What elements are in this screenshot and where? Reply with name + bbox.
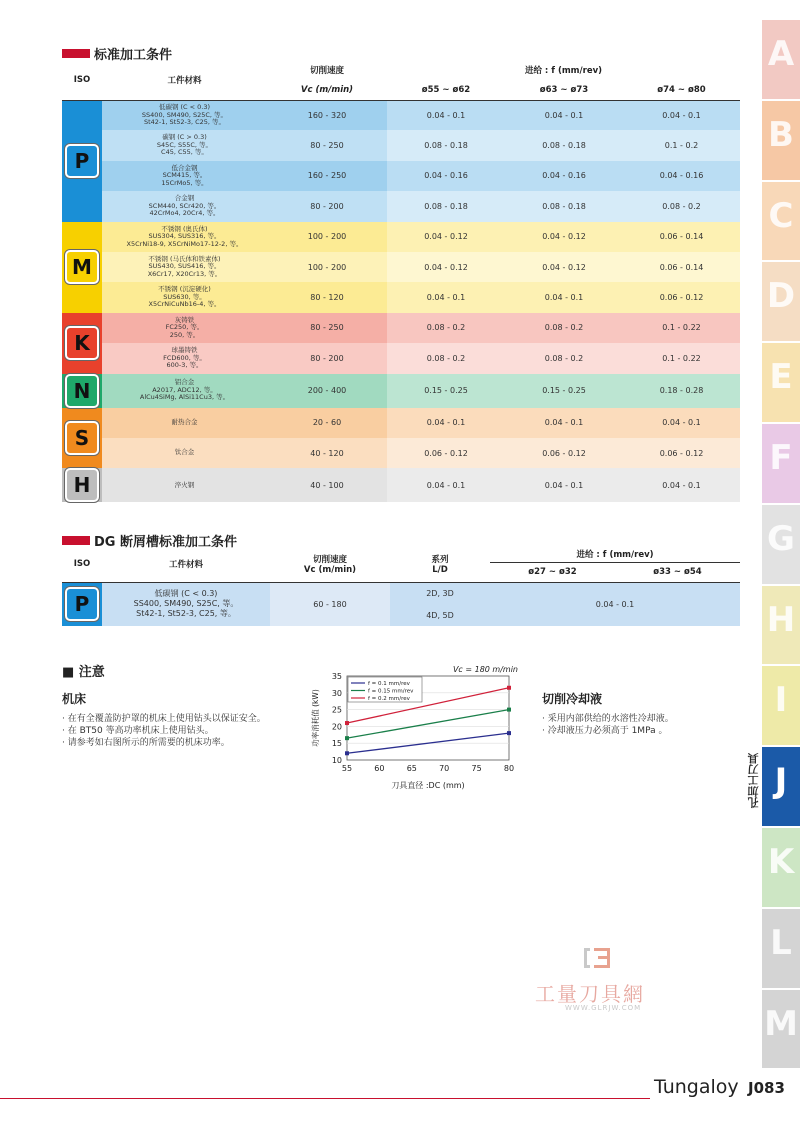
tab-letter: A — [767, 34, 795, 74]
data-point — [507, 686, 511, 690]
footer-brand: Tungaloy — [654, 1076, 739, 1098]
table-row — [62, 374, 740, 408]
section2-title: DG 断屑槽标准加工条件 — [62, 531, 237, 550]
machine-notes — [62, 713, 266, 749]
data-point — [345, 751, 349, 755]
machine-note-item: · 在 BT50 等高功率机床上使用钻头。 — [62, 726, 214, 736]
speed-cell: 80 - 120 — [267, 282, 387, 312]
y-tick-label: 20 — [331, 722, 342, 732]
iso-badge-n: N — [65, 374, 99, 408]
y-tick-label: 25 — [331, 705, 342, 715]
speed-cell: 100 - 200 — [267, 252, 387, 282]
data-point — [345, 736, 349, 740]
y-tick-label: 35 — [331, 672, 342, 681]
iso-badge-p: P — [65, 144, 99, 178]
material-cell: 铝合金 A2017, ADC12, 等。 AlCu4SiMg, AlSi11Cu3, 等。 — [102, 374, 267, 408]
dg-feed-header: 进给 : f (mm/rev) — [490, 546, 740, 562]
material-cell: 淬火钢 — [102, 468, 267, 502]
feed-cell: 0.08 - 0.18 — [505, 191, 623, 221]
feed-cell: 0.18 - 0.28 — [623, 374, 740, 408]
tab-label: 内孔刀杆 — [749, 268, 762, 313]
x-tick-label: 70 — [439, 764, 450, 773]
feed-cell: 0.04 - 0.1 — [505, 468, 623, 502]
notes-heading: ■ 注意 — [62, 665, 105, 680]
speed-cell: 200 - 400 — [267, 374, 387, 408]
coolant-title: 切削冷却液 — [542, 692, 603, 706]
feed-cell: 0.08 - 0.18 — [505, 130, 623, 160]
iso-badge-h: H — [65, 468, 99, 502]
speed-cell: 80 - 200 — [267, 191, 387, 221]
material-cell: 碳钢 (C > 0.3) S45C, S55C, 等。 C45, C55, 等。 — [102, 130, 267, 160]
speed-cell: 160 - 320 — [267, 100, 387, 130]
tab-label: 孔加工刀具 — [747, 753, 760, 809]
tab-k[interactable] — [749, 828, 800, 907]
dg-ld-cell-1: 2D, 3D — [426, 588, 454, 598]
material-cell: 合金钢 SCM440, SCr420, 等。 42CrMo4, 20Cr4, 等。 — [102, 191, 267, 221]
tab-letter: C — [768, 195, 794, 236]
footer-rule — [0, 1098, 650, 1099]
speed-cell: 160 - 250 — [267, 161, 387, 191]
table-row — [62, 130, 740, 160]
tab-letter: M — [764, 1003, 798, 1044]
y-tick-label: 30 — [331, 688, 342, 698]
tab-label: 螺纹加工 — [749, 349, 762, 394]
coolant-note-item: · 采用内部供给的水溶性冷却液。 — [542, 714, 674, 724]
machine-title: 机床 — [62, 692, 87, 706]
y-tick-label: 15 — [331, 739, 342, 749]
feed-cell: 0.08 - 0.2 — [505, 313, 623, 343]
tab-label: 刀片 — [749, 106, 762, 129]
legend-label: f = 0.1 mm/rev — [368, 681, 410, 688]
dg-speed-cell: 60 - 180 — [270, 582, 390, 626]
watermark-url: WWW.GLRJW.COM — [565, 1004, 642, 1012]
iso-cell — [62, 374, 102, 408]
data-point — [507, 731, 511, 735]
table-row — [62, 438, 740, 468]
dg-diameter-header-1: ø27 ~ ø32 — [528, 567, 577, 577]
material-cell: 耐热合金 — [102, 408, 267, 438]
tab-h[interactable] — [749, 586, 800, 665]
y-tick-label: 10 — [331, 756, 342, 765]
speed-cell: 100 - 200 — [267, 222, 387, 252]
tab-i[interactable] — [749, 666, 800, 745]
material-cell: 不锈钢 (奥氏体) SUS304, SUS316, 等。 X5CrNi18-9, X5CrNiMo17-12-2, 等。 — [102, 222, 267, 252]
table-row — [62, 161, 740, 191]
feed-cell: 0.08 - 0.2 — [387, 343, 505, 373]
feed-cell: 0.06 - 0.12 — [623, 282, 740, 312]
tab-label: 索引 — [749, 995, 762, 1018]
section1-title: 标准加工条件 — [62, 44, 172, 63]
material-cell: 灰铸铁 FC250, 等。 250, 等。 — [102, 313, 267, 343]
tab-letter: I — [774, 680, 788, 721]
feed-cell: 0.1 - 0.22 — [623, 343, 740, 373]
tab-label: 槽加工 — [749, 430, 762, 463]
tab-letter: D — [766, 276, 796, 317]
standard-conditions-body — [62, 100, 740, 502]
page-number: J083 — [748, 1079, 785, 1097]
iso-cell — [62, 468, 102, 502]
feed-header: 进给 : f (mm/rev) — [524, 66, 603, 76]
iso-cell — [62, 222, 102, 313]
speed-cell: 40 - 100 — [267, 468, 387, 502]
feed-cell: 0.08 - 0.2 — [387, 313, 505, 343]
tab-d[interactable] — [749, 262, 800, 341]
dg-conditions-table — [62, 546, 740, 626]
x-tick-label: 55 — [341, 764, 353, 773]
speed-cell: 80 - 200 — [267, 343, 387, 373]
table-row — [62, 468, 740, 502]
diameter-header-1: ø55 ~ ø62 — [421, 84, 471, 95]
tab-label: 外圆刀杆 — [749, 187, 762, 232]
material-header: 工件材料 — [167, 75, 202, 86]
tab-b[interactable] — [749, 101, 800, 180]
tab-m[interactable] — [749, 990, 800, 1069]
table-row — [62, 222, 740, 252]
iso-header: ISO — [73, 74, 91, 85]
feed-cell: 0.06 - 0.12 — [387, 438, 505, 468]
tab-g[interactable] — [749, 505, 800, 584]
feed-cell: 0.08 - 0.18 — [387, 130, 505, 160]
diameter-header-2: ø63 ~ ø73 — [539, 84, 589, 95]
tab-e[interactable] — [749, 343, 800, 422]
feed-cell: 0.04 - 0.1 — [505, 100, 623, 130]
dg-speed-header: 切削速度 Vc (m/min) — [303, 554, 357, 575]
title-bar-marker — [62, 49, 90, 58]
chart-y-label: 功率消耗值 (kW) — [311, 689, 320, 747]
tab-letter: H — [766, 599, 796, 640]
iso-cell — [62, 100, 102, 222]
x-tick-label: 75 — [471, 764, 482, 773]
material-cell: 不锈钢 (沉淀硬化) SUS630, 等。 X5CrNiCuNb16-4, 等。 — [102, 282, 267, 312]
feed-cell: 0.04 - 0.1 — [387, 408, 505, 438]
table-row — [62, 313, 740, 343]
table-row — [62, 408, 740, 438]
table-row — [62, 252, 740, 282]
tab-label: 铣刀 — [749, 591, 762, 614]
dg-material-cell: 低碳钢 (C < 0.3) SS400, SM490, S25C, 等。 St42-1, St52-3, C25, 等。 — [133, 589, 239, 619]
material-cell: 低合金钢 SCM415, 等。 15CrMo5, 等。 — [102, 161, 267, 191]
material-cell: 不锈钢 (马氏体和铁素体) SUS430, SUS416, 等。 X6Cr17, X20Cr13, 等。 — [102, 252, 267, 282]
feed-cell: 0.06 - 0.12 — [505, 438, 623, 468]
chart-title: Vc = 180 m/min — [452, 665, 518, 674]
speed-cell: 40 - 120 — [267, 438, 387, 468]
table-row — [62, 282, 740, 312]
feed-cell: 0.08 - 0.2 — [623, 191, 740, 221]
coolant-notes — [542, 713, 674, 737]
machine-note-item: · 请参考如右图所示的所需要的机床功率。 — [62, 738, 230, 748]
tab-label: 立铣刀 — [749, 672, 762, 706]
feed-cell: 0.04 - 0.12 — [387, 222, 505, 252]
table-row — [62, 100, 740, 130]
tab-l[interactable] — [749, 909, 800, 988]
iso-badge-k: K — [65, 326, 99, 360]
tab-letter: F — [769, 438, 793, 478]
material-cell: 低碳钢 (C < 0.3) SS400, SM490, S25C, 等。 St42-1, St52-3, C25, 等。 — [102, 100, 267, 130]
feed-cell: 0.04 - 0.1 — [387, 282, 505, 312]
feed-cell: 0.04 - 0.1 — [505, 408, 623, 438]
feed-cell: 0.04 - 0.1 — [623, 100, 740, 130]
dg-ld-cell-2: 4D, 5D — [426, 610, 454, 620]
tab-letter: G — [767, 518, 795, 559]
speed-unit-header: Vc (m/min) — [300, 84, 354, 95]
table-row — [62, 343, 740, 373]
iso-badge-m: M — [65, 250, 99, 284]
chart-x-label: 刀具直径 :DC (mm) — [391, 781, 465, 790]
tab-j[interactable] — [747, 747, 800, 826]
data-point — [507, 708, 511, 712]
dg-iso-cell — [62, 582, 102, 626]
feed-cell: 0.1 - 0.22 — [623, 313, 740, 343]
watermark-name: 工量刀具網 — [535, 982, 645, 1006]
tab-a[interactable] — [749, 20, 800, 99]
iso-cell — [62, 408, 102, 469]
diameter-header-3: ø74 ~ ø80 — [657, 84, 706, 95]
feed-cell: 0.06 - 0.14 — [623, 222, 740, 252]
tab-letter: L — [770, 922, 792, 963]
material-cell: 钛合金 — [102, 438, 267, 468]
iso-badge-s: S — [65, 421, 99, 455]
dg-series-header: 系列 L/D — [431, 554, 449, 575]
watermark-logo-icon — [580, 944, 620, 974]
feed-cell: 0.06 - 0.14 — [623, 252, 740, 282]
feed-cell: 0.06 - 0.12 — [623, 438, 740, 468]
speed-cell: 80 - 250 — [267, 130, 387, 160]
tab-f[interactable] — [749, 424, 800, 503]
feed-cell: 0.04 - 0.1 — [505, 282, 623, 312]
feed-cell: 0.1 - 0.2 — [623, 130, 740, 160]
legend-label: f = 0.2 mm/rev — [368, 696, 410, 703]
coolant-note-item: · 冷却液压力必须高于 1MPa 。 — [542, 726, 668, 736]
power-consumption-chart — [300, 660, 530, 800]
tab-letter: B — [768, 114, 794, 155]
feed-cell: 0.08 - 0.18 — [387, 191, 505, 221]
x-tick-label: 60 — [374, 764, 385, 773]
tab-label: 工具系统 — [749, 834, 762, 878]
x-tick-label: 80 — [503, 764, 515, 773]
feed-cell: 0.04 - 0.1 — [623, 408, 740, 438]
legend-label: f = 0.15 mm/rev — [368, 688, 414, 695]
iso-cell — [62, 313, 102, 374]
feed-cell: 0.04 - 0.16 — [387, 161, 505, 191]
feed-cell: 0.04 - 0.12 — [387, 252, 505, 282]
dg-feed-cell: 0.04 - 0.1 — [595, 599, 635, 609]
material-cell: 球墨铸铁 FCD600, 等。 600-3, 等。 — [102, 343, 267, 373]
standard-conditions-table — [62, 60, 740, 502]
tab-letter: E — [769, 357, 793, 398]
feed-cell: 0.04 - 0.1 — [623, 468, 740, 502]
feed-cell: 0.04 - 0.1 — [387, 468, 505, 502]
tab-letter: J — [774, 761, 788, 802]
feed-cell: 0.08 - 0.2 — [505, 343, 623, 373]
title-bar-marker — [62, 536, 90, 545]
table-row — [62, 191, 740, 221]
dg-iso-header: ISO — [73, 558, 91, 569]
feed-cell: 0.04 - 0.12 — [505, 252, 623, 282]
feed-cell: 0.15 - 0.25 — [387, 374, 505, 408]
feed-cell: 0.04 - 0.1 — [387, 100, 505, 130]
x-tick-label: 65 — [406, 764, 417, 773]
tab-label: 用户指南 — [749, 914, 762, 959]
dg-material-header: 工件材料 — [168, 559, 203, 570]
feed-cell: 0.04 - 0.16 — [505, 161, 623, 191]
machine-note-item: · 在有全覆盖防护罩的机床上使用钻头以保证安全。 — [62, 714, 266, 724]
speed-cell: 20 - 60 — [267, 408, 387, 438]
speed-cell: 80 - 250 — [267, 313, 387, 343]
data-point — [345, 721, 349, 725]
tab-label: 小零件刀具 — [749, 510, 762, 566]
tab-label: 材质 — [749, 26, 762, 48]
dg-diameter-header-2: ø33 ~ ø54 — [653, 567, 702, 577]
tab-letter: K — [767, 842, 795, 882]
tab-c[interactable] — [749, 182, 800, 261]
speed-header: 切削速度 — [309, 66, 344, 76]
feed-cell: 0.15 - 0.25 — [505, 374, 623, 408]
feed-cell: 0.04 - 0.16 — [623, 161, 740, 191]
iso-badge-p: P — [65, 587, 99, 621]
feed-cell: 0.04 - 0.12 — [505, 222, 623, 252]
